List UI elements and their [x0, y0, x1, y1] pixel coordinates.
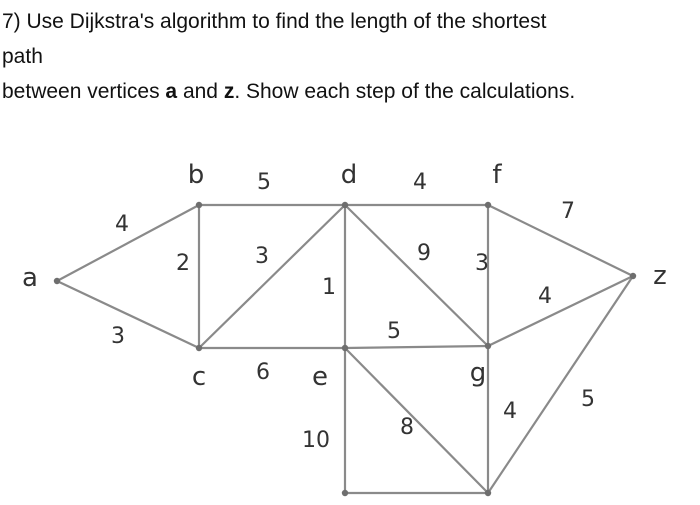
weight-f-z: 7: [561, 199, 575, 224]
question-line-2: path: [2, 45, 43, 68]
vertex-c: [196, 345, 202, 351]
weight-d-e: 1: [322, 275, 336, 300]
vertex-label-a: a: [22, 263, 38, 293]
weight-d-f: 4: [413, 170, 427, 195]
weight-c-d: 3: [255, 244, 269, 269]
vertex-g: [485, 343, 491, 349]
weight-e-h: 10: [302, 428, 330, 453]
vertex-f: [485, 202, 491, 208]
weight-f-g: 3: [475, 251, 489, 276]
vertex-a: [54, 278, 60, 284]
vertex-h: [342, 490, 348, 496]
vertex-label-e: e: [312, 362, 328, 392]
question-line-3-start: between vertices: [2, 80, 166, 103]
weight-d-g: 9: [417, 241, 431, 266]
vertex-label-b: b: [187, 160, 205, 190]
edge-h-z: [488, 276, 633, 493]
vertex-e: [342, 345, 348, 351]
weight-b-c: 2: [176, 251, 190, 276]
weight-a-b: 4: [115, 212, 129, 237]
weight-g-z: 4: [538, 284, 552, 309]
vertex-d: [342, 202, 348, 208]
vertex-g_bottom: [485, 490, 491, 496]
edge-a-c: [57, 281, 199, 348]
vertex-label-c: c: [191, 362, 207, 392]
vertex-label-d: d: [340, 160, 358, 190]
weight-a-c: 3: [111, 324, 125, 349]
weight-e-g: 5: [387, 319, 401, 344]
weight-e-g_bottom: 8: [400, 415, 414, 440]
vertex-label-z: z: [653, 261, 667, 291]
question-line-3-mid: and: [177, 80, 224, 103]
weight-c-e: 6: [256, 360, 270, 385]
vertex-z-ref: z: [223, 80, 235, 103]
edge-d-g: [345, 205, 488, 346]
vertex-a-ref: a: [165, 80, 178, 103]
vertex-label-g: g: [469, 358, 487, 388]
question-line-3-end: . Show each step of the calculations.: [234, 80, 576, 103]
edge-e-g_bottom: [345, 348, 488, 493]
vertex-b: [196, 202, 202, 208]
weight-h-z: 5: [581, 387, 595, 412]
edge-g-z: [488, 276, 633, 346]
weight-b-d: 5: [257, 170, 271, 195]
vertex-z: [630, 273, 636, 279]
edge-e-g: [345, 346, 488, 348]
vertex-label-f: f: [492, 160, 502, 190]
question-line-1: 7) Use Dijkstra's algorithm to find the length of the shortest: [2, 10, 547, 33]
weight-g-h: 4: [503, 399, 517, 424]
